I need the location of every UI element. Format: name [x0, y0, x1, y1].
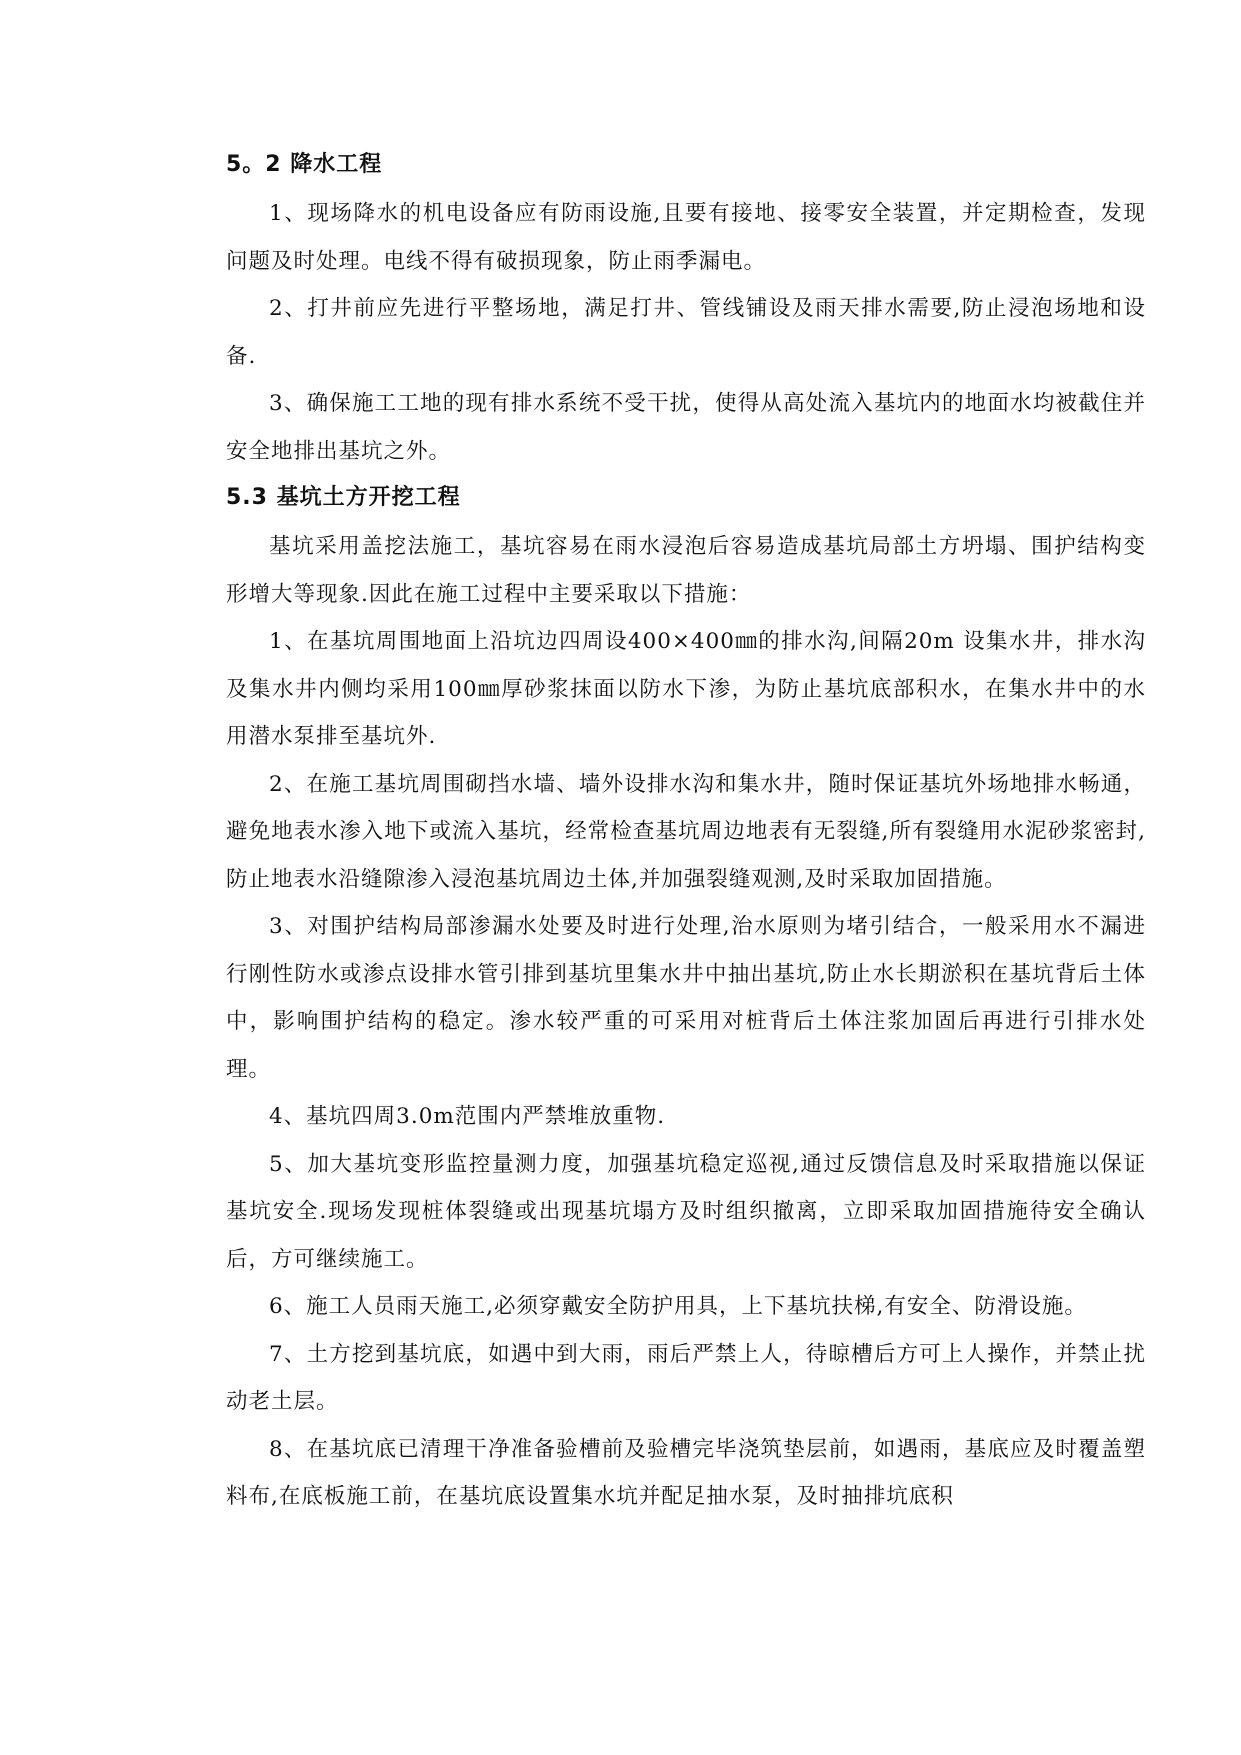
paragraph: 3、对围护结构局部渗漏水处要及时进行处理,治水原则为堵引结合，一般采用水不漏进行刚性防水或渗点设排水管引排到基坑里集水井中抽出基坑,防止水长期淤积在基坑背后土体中，影响围护结构的稳定。渗水较严重的可采用对桩背后土体注浆加固后再进行引排水处理。	[226, 914, 1146, 1082]
section-heading-dewatering: 5。2 降水工程	[226, 152, 383, 177]
document-body	[226, 150, 1146, 1521]
paragraph: 4、基坑四周3.0m范围内严禁堆放重物.	[269, 1104, 666, 1129]
paragraph: 3、确保施工工地的现有排水系统不受干扰，使得从高处流入基坑内的地面水均被截住并安全地排出基坑之外。	[226, 391, 1146, 464]
section-heading-excavation: 5.3 基坑土方开挖工程	[226, 485, 461, 510]
paragraph: 8、在基坑底已清理干净准备验槽前及验槽完毕浇筑垫层前，如遇雨，基底应及时覆盖塑料布,在底板施工前，在基坑底设置集水坑并配足抽水泵，及时抽排坑底积	[226, 1436, 1146, 1509]
paragraph: 2、在施工基坑周围砌挡水墙、墙外设排水沟和集水井，随时保证基坑外场地排水畅通，避免地表水渗入地下或流入基坑，经常检查基坑周边地表有无裂缝,所有裂缝用水泥砂浆密封,防止地表水沿缝隙渗入浸泡基坑周边土体,并加强裂缝观测,及时采取加固措施。	[226, 771, 1146, 892]
paragraph: 6、施工人员雨天施工,必须穿戴安全防护用具，上下基坑扶梯,有安全、防滑设施。	[269, 1294, 1087, 1319]
paragraph: 1、在基坑周围地面上沿坑边四周设400×400㎜的排水沟,间隔20m 设集水井，排水沟及集水井内侧均采用100㎜厚砂浆抹面以防水下渗，为防止基坑底部积水，在集水井中的水用潜水泵排至基坑外.	[226, 629, 1146, 749]
paragraph: 基坑采用盖挖法施工，基坑容易在雨水浸泡后容易造成基坑局部土方坍塌、围护结构变形增大等现象.因此在施工过程中主要采取以下措施：	[226, 534, 1146, 607]
paragraph: 1、现场降水的机电设备应有防雨设施,且要有接地、接零安全装置，并定期检查，发现问题及时处理。电线不得有破损现象，防止雨季漏电。	[226, 201, 1146, 274]
paragraph: 5、加大基坑变形监控量测力度，加强基坑稳定巡视,通过反馈信息及时采取措施以保证基坑安全.现场发现桩体裂缝或出现基坑塌方及时组织撤离，立即采取加固措施待安全确认后，方可继续施工。	[226, 1151, 1146, 1272]
paragraph: 2、打井前应先进行平整场地，满足打井、管线铺设及雨天排水需要,防止浸泡场地和设备.	[226, 296, 1146, 369]
paragraph: 7、土方挖到基坑底，如遇中到大雨，雨后严禁上人，待晾槽后方可上人操作，并禁止扰动老土层。	[226, 1341, 1146, 1414]
